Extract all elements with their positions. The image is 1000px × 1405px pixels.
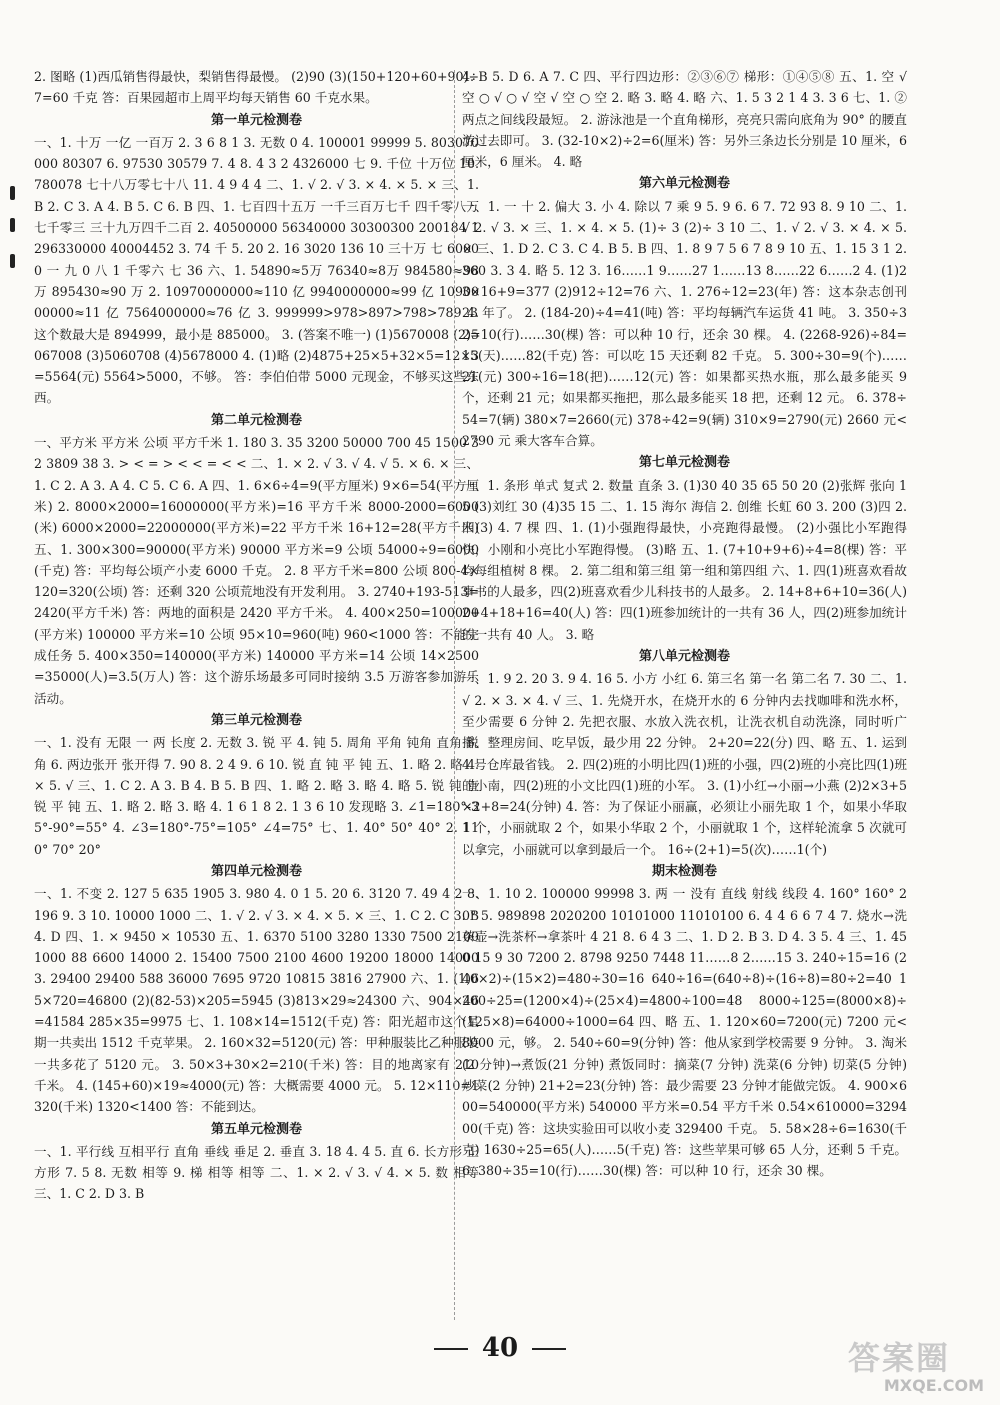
answer-paragraph: 一、1. 十万 一亿 一百万 2. 3 6 8 1 3. 无数 0 4. 100001 99999 5. 803070000 80307 6. 97530 30579 7. 4 8. 4 3 2 4326000 七 9. 千位 十万位 10. 780078 七十八万零七十八 11. 4 9 4 4 二、1. √ 2. √ 3. × 4. × 5. × 三、1. B 2. C 3. A 4. B 5. C 6. B 四、1. 七百四十五万 一千三百万七千 四千零八万七千零三 三十九万四千二百 2. 40500000 56340000 30300300 200184 1296330000 40004452 3. 74 千 5. 20 2. 16 3020 136 10 三十万 七 60000 一 九 0 八 1 千零六 七 36 六、1. 54890≈5万 76340≈8万 984580≈98 万 895430≈90 万 2. 10970000000≈110 亿 9940000000≈99 亿 1090000000≈11 亿 7564000000≈76 亿 3. 999999>978>897>798>789 4. 这个数最大是 894999，最小是 885000。 3. (答案不唯一) (1)5670008 (2)5067008 (3)5060708 (4)5678000 4. (1)略 (2)4875+25×5+32×5=12×3=5564(元) 5564>5000，不够。 答：李伯伯带 5000 元现金，不够买这些东西。 xyxy=(34,134,479,406)
section-title: 第八单元检测卷 xyxy=(638,649,730,665)
answer-paragraph: 4. B 5. D 6. A 7. C 四、平行四边形：②③⑥⑦ 梯形：①④⑤⑧ 五、1. 空 √ 空 ○ √ ○ √ 空 √ 空 ○ 空 2. 略 3. 略 4. 略 六、1. 5 3 2 1 4 3. 3 6 七、1. ② 两点之间线段最短。 2. 游泳池是一个直角梯形，亮亮只需向底角为 90° 的腰直游过去即可。 3. (32-10×2)÷2=6(厘米) 答：另外三条边长分别是 10 厘米，6 厘米，6 厘米。 4. 略 xyxy=(462,69,907,170)
answer-paragraph: 2. 图略 (1)西瓜销售得最快，梨销售得最慢。 (2)90 (3)(150+120+60+90)÷7=60 千克 答：百果园超市上周平均每天销售 60 千克水果。 xyxy=(34,69,479,106)
section-title: 期末检测卷 xyxy=(651,863,717,879)
page-number-dash xyxy=(434,1348,468,1350)
watermark-text: 答案圈 xyxy=(848,1339,951,1377)
answer-paragraph: 一、1. 平行线 互相平行 直角 垂线 垂足 2. 垂直 3. 18 4. 4 5. 直 6. 长方形 正方形 7. 5 8. 无数 相等 9. 梯 相等 相等 二、1. × 2. √ 3. √ 4. × 5. 数 相等 三、1. C 2. D 3. B xyxy=(34,1143,479,1202)
right-column xyxy=(462,66,907,1181)
page-number-value: 40 xyxy=(481,1333,519,1363)
answer-paragraph: 一、1. 9 2. 20 3. 9 4. 16 5. 小方 小红 6. 第三名 第一名 第二名 7. 30 二、1. √ 2. × 3. × 4. √ 三、1. 先烧开水，在烧开水的 6 分钟内去找咖啡和洗水杯，至少需要 6 分钟 2. 先把衣服、水放入洗衣机，让洗衣机自动洗涤，同时听广播、整理房间、吃早饭，最少用 22 分钟。 2+20=22(分) 四、略 五、1. 运到 4 号仓库最省钱。 2. 四(2)班的小明比四(1)班的小强，四(2)班的小亮比四(1)班的小南，四(2)班的小文比四(1)班的小军。 3. (1)小红→小丽→小燕 (2)2×3+5×2+8=24(分钟) 4. 答：为了保证小丽赢，必须让小丽先取 1 个，如果小华取 1 个，小丽就取 2 个，如果小华取 2 个，小丽就取 1 个，这样轮流拿 5 次就可以拿完，小丽就可以拿到最后一个。 16÷(2+1)=5(次)……1(个) xyxy=(462,671,907,857)
section-title: 第五单元检测卷 xyxy=(210,1121,302,1137)
answer-paragraph: 一、平方米 平方米 公顷 平方千米 1. 180 3. 35 3200 50000 700 45 1500 32 3809 38 3. > < = > < < = < < 二、1. × 2. √ 3. √ 4. √ 5. × 6. × 三、1. C 2. A 3. A 4. C 5. C 6. A 四、1. 6×6÷4=9(平方厘米) 9×6=54(平方厘米) 2. 8000×2000=16000000(平方米)=16 平方千米 8000-2000=6000(米) 6000×2000=22000000(平方米)=22 平方千米 16+12=28(平方千米) 五、1. 300×300=90000(平方米) 90000 平方米=9 公顷 54000÷9=6000(千克) 答：平均每公顷产小麦 6000 千克。 2. 8 平方千米=800 公顷 800-4×120=320(公顷) 答：还剩 320 公顷荒地没有开发利用。 3. 2740+193-513=2420(平方千米) 答：两地的面积是 2420 平方千米。 4. 400×250=100000(平方米) 100000 平方米=10 公顷 95×10=960(吨) 960<1000 答：不能完成任务 5. 400×350=140000(平方米) 140000 平方米=14 公顷 14×2500=35000(人)=3.5(万人) 答：这个游乐场最多可同时接纳 3.5 万游客参加游乐活动。 xyxy=(34,435,479,706)
section-title: 第二单元检测卷 xyxy=(210,412,302,428)
binding-mark xyxy=(10,254,15,268)
answer-paragraph: 一、1. 10 2. 100000 99998 3. 两 一 没有 直线 射线 线段 4. 160° 160° 20° 5. 989898 2020200 10101000 11010100 6. 4 4 6 6 7 4 7. 烧水→洗茶壶→洗茶杯→拿茶叶 4 21 8. 6 4 3 二、1. D 2. B 3. D 4. 3 5. 4 三、1. 450 15 9 30 7200 2. 8798 9250 7448 11……8 2……15 3. 240÷15=16 (240×2)÷(15×2)=480÷30=16 640÷16=(640÷8)÷(16÷8)=80÷2=40 1200÷25=(1200×4)÷(25×4)=4800÷100=48 8000÷125=(8000×8)÷(125×8)=64000÷1000=64 四、略 五、1. 120×60=7200(元) 7200 元<8000 元，够。 2. 540÷60=9(分钟) 答：他从家到学校需要 9 分钟。 3. 淘米(2 分钟)→煮饭(21 分钟) 煮饭同时：摘菜(7 分钟) 洗菜(6 分钟) 切菜(5 分钟) 炒菜(2 分钟) 21+2=23(分钟) 答：最少需要 23 分钟才能做完饭。 4. 900×600=540000(平方米) 540000 平方米=0.54 平方千米 0.54×610000=329400(千克) 答：这块实验田可以收小麦 329400 千克。 5. 58×28÷6=1630(千克) 1630÷25=65(人)……5(千克) 答：这些苹果可够 65 人分，还剩 5 千克。 6. 380÷35=10(行)……30(棵) 答：可以种 10 行，还余 30 棵。 xyxy=(462,886,907,1179)
section-title: 第四单元检测卷 xyxy=(210,863,302,879)
section-title: 第三单元检测卷 xyxy=(210,712,302,728)
section-title: 第六单元检测卷 xyxy=(638,176,730,192)
section-title: 第七单元检测卷 xyxy=(638,455,730,471)
binding-mark xyxy=(10,218,15,232)
answer-paragraph: 一、1. 没有 无限 一 两 长度 2. 无数 3. 锐 平 4. 钝 5. 周角 平角 钝角 直角 锐角 6. 两边张开 张开得 7. 90 8. 2 4 9. 6 10. 锐 直 钝 平 钝 五、1. 略 2. 略 4. × 5. √ 三、1. C 2. A 3. B 4. B 5. B 四、1. 略 2. 略 3. 略 4. 略 5. 锐 钝 直 锐 平 钝 五、1. 略 2. 略 3. 略 4. 1 6 1 8 2. 1 3 6 10 发现略 3. ∠1=180°-35°-90°=55° 4. ∠3=180°-75°=105° ∠4=75° 七、1. 40° 50° 40° 2. 110° 70° 20° xyxy=(34,735,479,857)
left-column xyxy=(34,66,479,1205)
binding-mark xyxy=(10,186,15,200)
watermark-url: MXQE.COM xyxy=(883,1376,984,1395)
section-title: 第一单元检测卷 xyxy=(210,112,302,128)
answer-paragraph: 一、1. 条形 单式 复式 2. 数量 直条 3. (1)30 40 35 65 50 20 (2)张辉 张向 15 (3)刘红 30 (4)35 15 二、1. 15 海尔 海信 2. 创维 长虹 60 3. 200 (3)四 2. 四(3) 4. 7 棵 四、1. (1)小强跑得最快，小亮跑得最慢。 (2)小强比小军跑得快，小刚和小亮比小军跑得慢。 (3)略 五、1. (7+10+9+6)÷4=8(棵) 答：平均每组植树 8 棵。 2. 第二组和第三组 第一组和第四组 六、1. 四(1)班喜欢看故事书的人最多，四(2)班喜欢看少儿科技书的人最多。 2. 14+8+6+10=36(人) 2+4+18+16=40(人) 答：四(1)班参加统计的一共有 36 人，四(2)班参加统计的一共有 40 人。 3. 略 xyxy=(462,477,907,642)
page-number-dash xyxy=(532,1348,566,1350)
answer-paragraph: 一、1. 不变 2. 127 5 635 1905 3. 980 4. 0 1 5. 20 6. 3120 7. 49 4 2 8. 196 9. 3 10. 10000 1000 二、1. √ 2. √ 3. × 4. × 5. × 三、1. C 2. C 3. B 4. D 四、1. × 9450 × 10530 五、1. 6370 5100 3280 1330 7500 2100 1000 88 6600 14000 2. 15400 7500 2100 4600 19200 18000 14000 3. 29400 29400 588 36000 7695 9720 10815 3816 27900 六、1. (1)65×720=46800 (2)(82-53)×205=5945 (3)813×29≈24300 六、904×46=41584 285×35=9975 七、1. 108×14=1512(千克) 答：阳光超市这个星期一共卖出 1512 千克苹果。 2. 160×32=5120(元) 答：甲种服装比乙种服装一共多花了 5120 元。 3. 50×3+30×2=210(千米) 答：目的地离家有 210 千米。 4. (145+60)×19≈4000(元) 答：大概需要 4000 元。 5. 12×110=1320(千米) 1320<1400 答：不能到达。 xyxy=(34,886,479,1115)
answer-paragraph: 一、1. 一 十 2. 偏大 3. 小 4. 除以 7 乘 9 5. 9 6. 6 7. 72 93 8. 9 10 二、1. √ 2. √ 3. × 三、1. × 4. × 5. (1)÷ 3 (2)÷ 3 10 二、1. √ 2. √ 3. × 4. × 5. × 三、1. D 2. C 3. C 4. B 5. B 四、1. 8 9 7 5 6 7 8 9 10 五、1. 15 3 1 2. 360 3. 3 4. 略 5. 12 3. 16……1 9……27 1……13 8……22 6……2 4. (1)23×16+9=377 (2)912÷12=76 六、1. 276÷12=23(年) 答：这本杂志创刊 23 年了。 2. (184-20)÷4=41(吨) 答：平均每辆汽车运货 41 吨。 3. 350÷32=10(行)……30(棵) 答：可以种 10 行，还余 30 棵。 4. (2268-926)÷84=15(天)……82(千克) 答：可以吃 15 天还剩 82 千克。 5. 300÷30=9(个)……21(元) 300÷16=18(把)……12(元) 答：如果都买热水瓶，那么最多能买 9 个，还剩 21 元；如果都买拖把，那么最多能买 18 把，还剩 12 元。 6. 378÷54=7(辆) 380×7=2660(元) 378÷42=9(辆) 310×9=2790(元) 2660 元<2790 元 乘大客车合算。 xyxy=(462,198,907,449)
watermark-logo xyxy=(848,1333,988,1395)
column-divider xyxy=(454,70,455,1320)
